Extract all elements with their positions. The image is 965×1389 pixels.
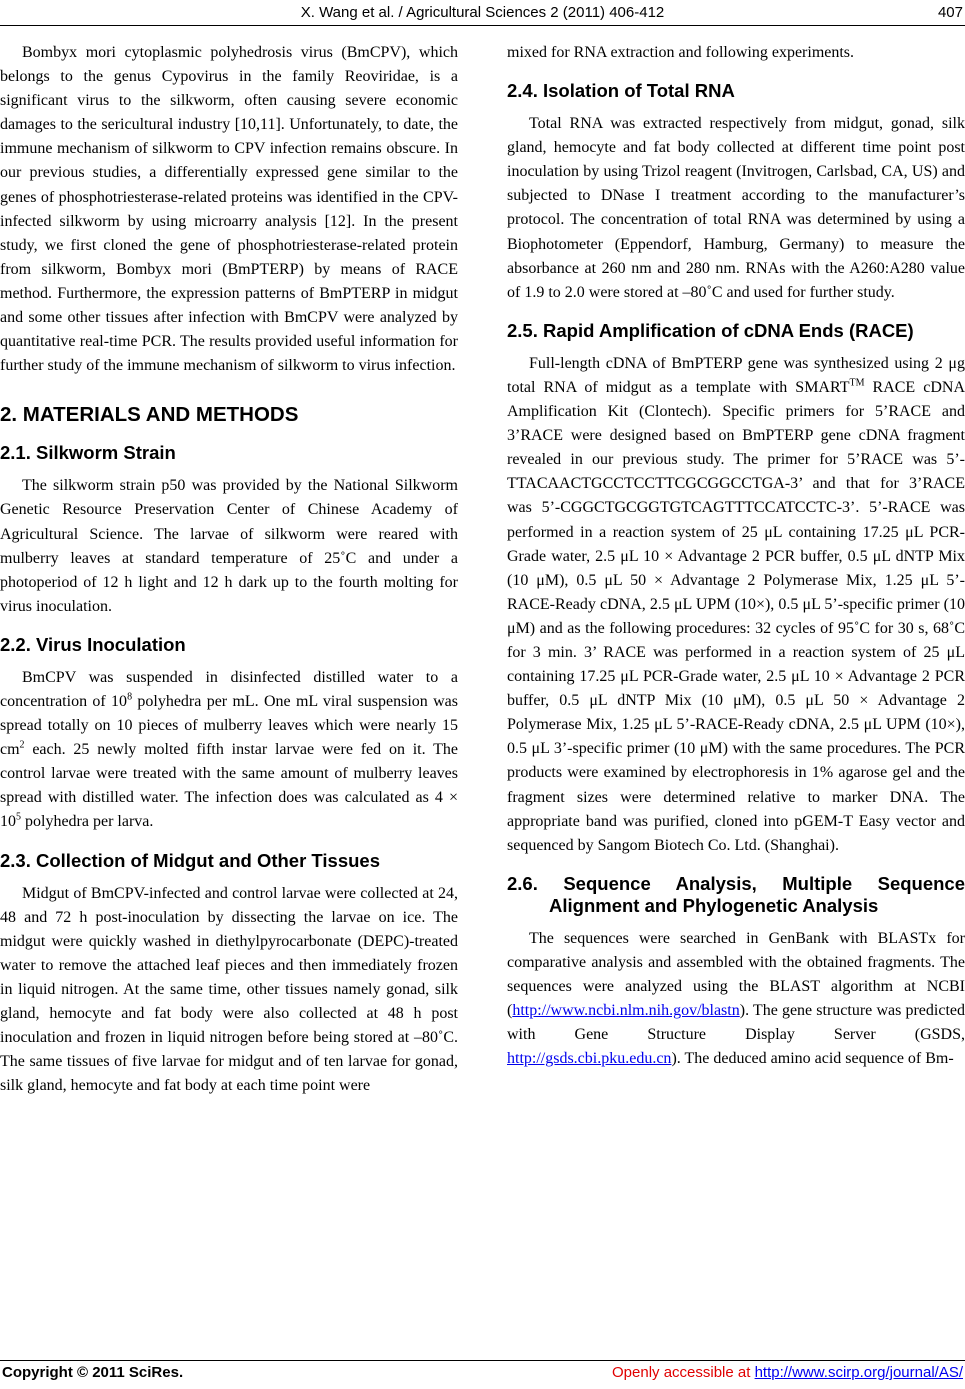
section-2-1-text: The silkworm strain p50 was provided by the National Silkworm Genetic Resource Preservation Center of Chinese Academy of Agricultural Science. The larvae of silkworm were reared with mulberry leaves at standard temperature of 25˚C and under a photoperiod of 12 h light and 12 h dark up to the fourth molting for virus inoculation. xyxy=(0,477,458,615)
superscript: 5 xyxy=(16,812,21,824)
text-run: ). The gene structure was predicted with Gene Structure Display Server (GSDS, xyxy=(507,1002,965,1044)
text-run: RACE cDNA Amplification Kit (Clontech). Specific primers for 5’RACE and 3’RACE were designed based on BmPTERP gene cDNA fragment revealed in our previous study. The primer for 5’RACE was 5’-TTACAACTGCCTCCTTCGCGGCCTGA-3’ and that for 3’RACE was 5’-CGGCTGCGGTGTCAGTTTCCATCCTC-3’. 5’-RACE was performed in a reaction system of 25 μL containing 17.25 μL PCR-Grade water, 2.5 μL 10 × Advantage 2 PCR buffer, 0.5 μL dNTP Mix (10 μM), 0.5 μL 50 × Advantage 2 Polymerase Mix, 1.25 μL 5’-RACE-Ready cDNA, 2.5 μL UPM (10×), 0.5 μL 5’-specific primer (10 μM) and as the following procedures: 32 cycles of 95˚C for 30 s, 68˚C for 3 min. 3’ RACE was performed in a reaction system of 25 μL containing 17.25 μL PCR-Grade water, 2.5 μL 10 × Advantage 2 PCR buffer, 0.5 μL dNTP Mix (10 μM), 0.5 μL 50 × Advantage 2 Polymerase Mix, 1.25 μL 5’-RACE-Ready cDNA, 2.5 μL UPM (10×), 0.5 μL 3’-specific primer (10 μM) with the same procedures. The PCR products were examined by electrophoresis in 1% agarose gel and the fragment sizes were determined relative to marker DNA. The appropriate band was purified, cloned into pGEM-T Easy vector and sequenced by Sangom Biotech Co. Ltd. (Shanghai). xyxy=(507,378,965,854)
ncbi-blast-link[interactable]: http://www.ncbi.nlm.nih.gov/blastn xyxy=(512,1002,740,1020)
section-2-5-text xyxy=(507,352,965,858)
section-2-3-text: Midgut of BmCPV-infected and control larvae were collected at 24, 48 and 72 h post-inoculation by dissecting the larvae on ice. The midgut were quickly washed in diethylpyrocarbonate (DEPC)-treated water to remove the attached leaf pieces and then immediately frozen in liquid nitrogen. At the same time, other tissues namely gonad, silk gland, hemocyte and fat body were also collected at 48 h post inoculation and frozen in liquid nitrogen before being stored at –80˚C. The same tissues of five larvae for midgut and of ten larvae for gonad, silk gland, hemocyte and fat body at each time point were xyxy=(0,884,458,1095)
text-run: polyhedra per mL. One mL viral suspension was spread totally on 10 pieces of mulberry leaves which were nearly 15 cm xyxy=(0,692,458,759)
intro-paragraph: Bombyx mori cytoplasmic polyhedrosis virus (BmCPV), which belongs to the genus Cypovirus in the family Reoviridae, is a significant virus to the silkworm, often causing severe economic damages to the sericultural industry [10,11]. Unfortunately, to date, the immune mechanism of silkworm to CPV infection remains obscure. In our previous studies, a differentially expressed gene similar to the genes of phosphotriesterase-related proteins was identified in the CPV-infected silkworm by using microarry analysis [12]. In the present study, we first cloned the gene of phosphotriesterase-related protein from silkworm, Bombyx mori (BmPTERP) by means of RACE method. Furthermore, the expression patterns of BmPTERP in midgut and some other tissues after infection with BmCPV were analyzed by quantitative real-time PCR. The results provided useful information for further study of the immune mechanism of silkworm to virus infection. xyxy=(0,44,458,375)
section-2-3-title: 2.3. Collection of Midgut and Other Tissues xyxy=(0,849,380,871)
running-header xyxy=(0,2,965,26)
text-run: each. 25 newly molted fifth instar larvae were fed on it. The control larvae were treated with the same amount of mulberry leaves spread with distilled water. The infection does was calculated as 4 × 10 xyxy=(0,741,458,831)
right-column xyxy=(507,41,965,1071)
header-rule xyxy=(0,25,965,26)
open-access-label: Openly accessible at xyxy=(612,1364,755,1381)
section-2-3-continued: mixed for RNA extraction and following experiments. xyxy=(507,44,855,61)
superscript: 8 xyxy=(127,691,133,703)
text-run: polyhedra per larva. xyxy=(21,813,154,831)
section-materials-methods-title: 2. MATERIALS AND METHODS xyxy=(0,403,299,427)
text-run: The sequences were searched in GenBank with BLASTx for comparative analysis and assembled with the obtained fragments. The sequences were analyzed using the BLAST algorithm at NCBI ( xyxy=(507,929,965,1020)
trademark-superscript: TM xyxy=(849,377,865,389)
section-2-4-text: Total RNA was extracted respectively from midgut, gonad, silk gland, hemocyte and fat body collected at different time point post inoculation by using Trizol reagent (Invitrogen, Carlsbad, CA, US) and subjected to DNase I treatment according to the manufacturer’s protocol. The concentration of total RNA was determined by using a Biophotometer (Eppendorf, Hamburg, Germany) to measure the absorbance at 260 nm and 280 nm. RNAs with the A260:A280 value of 1.9 to 2.0 were stored at –80˚C and used for further study. xyxy=(507,115,965,301)
section-2-6-text xyxy=(507,927,965,1072)
page-number: 407 xyxy=(937,4,963,21)
left-column xyxy=(0,41,458,1098)
journal-link[interactable]: http://www.scirp.org/journal/AS/ xyxy=(754,1364,963,1381)
section-2-2-text xyxy=(0,666,458,835)
section-2-1-title: 2.1. Silkworm Strain xyxy=(0,442,176,464)
section-2-6-title: 2.6. Sequence Analysis, Multiple Sequence Alignment and Phylogenetic Analysis xyxy=(507,872,965,916)
gsds-link[interactable]: http://gsds.cbi.pku.edu.cn xyxy=(507,1050,672,1068)
text-run: BmCPV was suspended in disinfected distilled water to a concentration of 10 xyxy=(0,668,458,710)
section-2-5-title: 2.5. Rapid Amplification of cDNA Ends (RACE) xyxy=(507,319,914,341)
text-run: Full-length cDNA of BmPTERP gene was synthesized using 2 μg total RNA of midgut as a template with SMART xyxy=(507,354,965,396)
section-2-2-title: 2.2. Virus Inoculation xyxy=(0,633,186,655)
footer-rule xyxy=(0,1360,965,1361)
open-access-notice xyxy=(612,1364,963,1381)
superscript: 2 xyxy=(19,739,25,751)
running-head-title: X. Wang et al. / Agricultural Sciences 2 (2011) 406-412 xyxy=(300,4,665,21)
text-run: ). The deduced amino acid sequence of Bm- xyxy=(671,1050,954,1068)
section-2-4-title: 2.4. Isolation of Total RNA xyxy=(507,80,735,102)
copyright-notice: Copyright © 2011 SciRes. xyxy=(2,1364,184,1381)
